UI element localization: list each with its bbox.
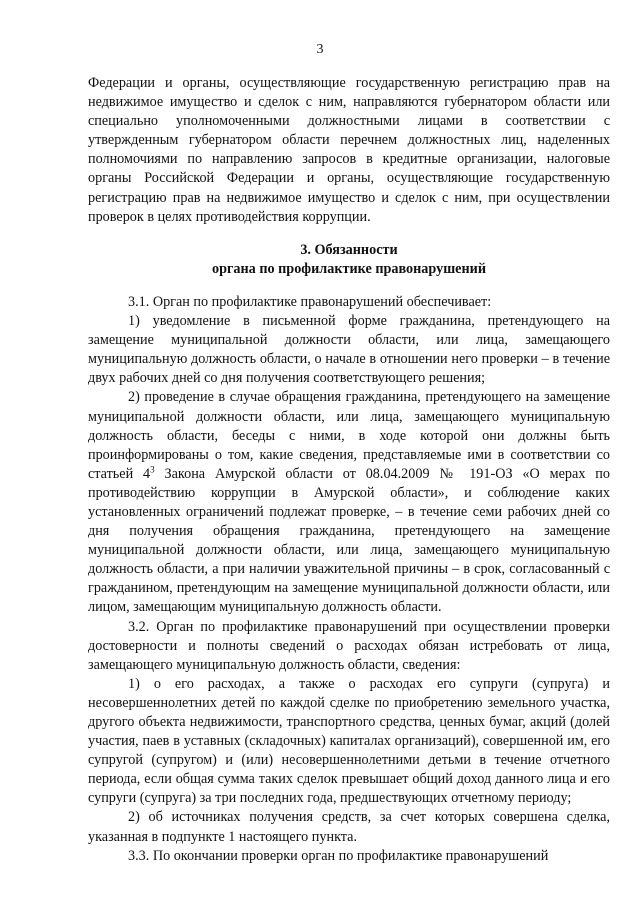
paragraph-3-1-2-part1: 2) проведение в случае обращения гражданина, претендующего на замещение муниципальной должности области, или лица, замещающего муниципальную должность области, беседы с ними, в ходе которой они должны быть проинформированы о том, какие сведения, представляемые ими в соответствии со статьей 4 bbox=[88, 389, 610, 482]
page-number: 3 bbox=[316, 42, 324, 57]
paragraph-3-1-2 bbox=[88, 388, 610, 617]
paragraph-3-1: 3.1. Орган по профилактике правонарушений обеспечивает: bbox=[128, 293, 492, 310]
paragraph-3-1-2-part2: Закона Амурской области от 08.04.2009 № 191-ОЗ «О мерах по противодействию коррупции в Амурской области», и соблюдение каких установленных ограничений подлежат проверке, – в течение семи рабочих дней со дня получения обращения гражданина, претендующего на замещение муниципальной должности области, или лица, замещающего муниципальную должность области, а при наличии уважительной причины – в срок, согласованный с гражданином, претендующим на замещение муниципальной должности области, или лицом, замещающим муниципальную должность области. bbox=[88, 465, 610, 616]
document-body bbox=[88, 74, 610, 866]
intro-paragraph: Федерации и органы, осуществляющие государственную регистрацию прав на недвижимое имущество и сделок с ним, направляются губернатором области или специально уполномоченными должностными лицами в соответствии с утвержденным губернатором области перечнем должностных лиц, наделенных полномочиями по направлению запросов в кредитные организации, налоговые органы Российской Федерации и органы, осуществляющие государственную регистрацию прав на недвижимое имущество и сделок с ним, при осуществлении проверок в целях противодействия коррупции. bbox=[88, 75, 610, 225]
article-superscript: 3 bbox=[150, 464, 155, 475]
paragraph-3-2: 3.2. Орган по профилактике правонарушений при осуществлении проверки достоверности и полноты сведений о расходах обязан истребовать от лица, замещающего муниципальную должность области, сведения: bbox=[88, 618, 610, 673]
section-title-line2: органа по профилактике правонарушений bbox=[211, 260, 487, 277]
section-title-line1: 3. Обязанности bbox=[300, 241, 398, 258]
paragraph-3-3: 3.3. По окончании проверки орган по профилактике правонарушений bbox=[128, 847, 549, 864]
paragraph-3-2-1: 1) о его расходах, а также о расходах его супруги (супруга) и несовершеннолетних детей по каждой сделке по приобретению земельного участка, другого объекта недвижимости, транспортного средства, ценных бумаг, акций (долей участия, паев в уставных (складочных) капиталах организаций), совершенной им, его супругой (супругом) и (или) несовершеннолетними детьми в течение отчетного периода, если общая сумма таких сделок превышает общий доход данного лица и его супруги (супруга) за три последних года, предшествующих отчетному периоду; bbox=[88, 675, 610, 807]
section-heading bbox=[88, 241, 610, 279]
paragraph-3-2-2: 2) об источниках получения средств, за счет которых совершена сделка, указанная в подпункте 1 настоящего пункта. bbox=[88, 809, 610, 845]
paragraph-3-1-1: 1) уведомление в письменной форме гражданина, претендующего на замещение муниципальной должности области, или лица, замещающего муниципальную должность области, о начале в отношении него проверки – в течение двух рабочих дней со дня получения соответствующего решения; bbox=[88, 313, 610, 387]
